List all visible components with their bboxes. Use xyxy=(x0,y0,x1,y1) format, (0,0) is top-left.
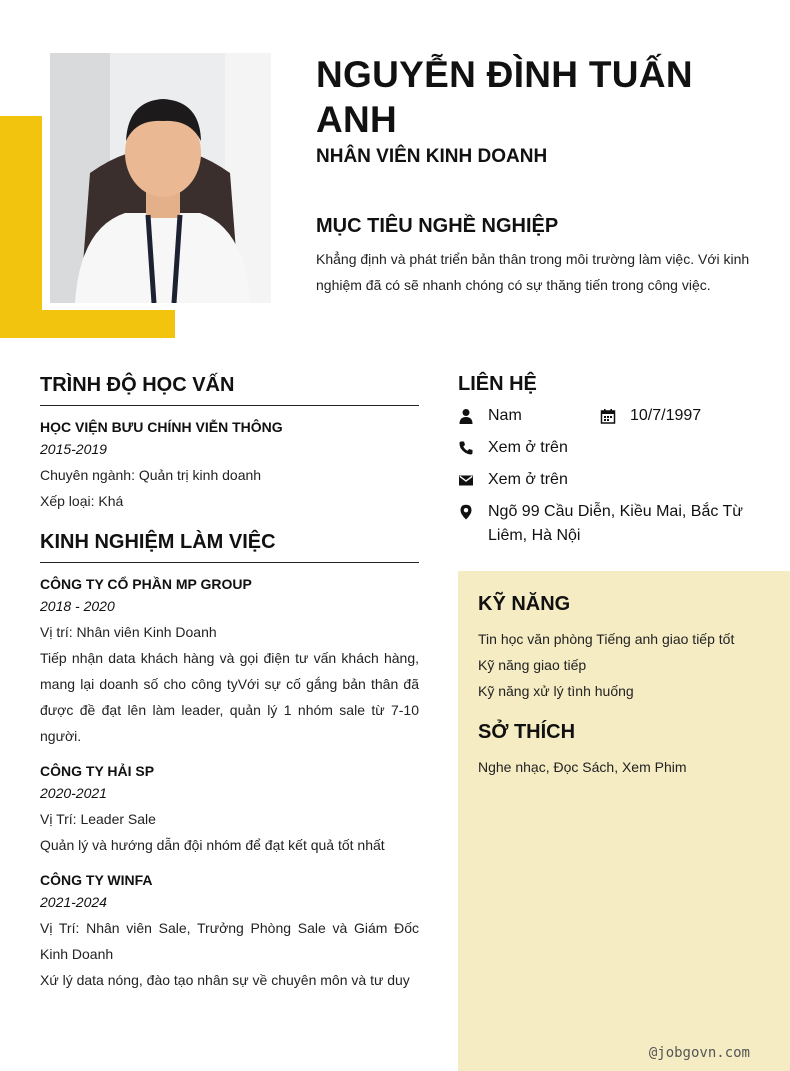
objective-heading: MỤC TIÊU NGHỀ NGHIỆP xyxy=(316,215,559,237)
candidate-name: NGUYỄN ĐÌNH TUẤN ANH xyxy=(316,54,693,140)
hobbies-text: Nghe nhạc, Đọc Sách, Xem Phim xyxy=(478,759,687,775)
contact-address xyxy=(458,500,758,548)
left-column xyxy=(40,374,419,993)
skills-heading: KỸ NĂNG xyxy=(478,593,571,615)
experience-entry xyxy=(40,575,419,749)
education-period: 2015-2019 xyxy=(40,441,107,457)
phone-icon xyxy=(458,440,474,456)
education-grade: Xếp loại: Khá xyxy=(40,493,124,509)
calendar-icon xyxy=(600,408,616,424)
contact-gender xyxy=(458,404,522,428)
skill-item: Tin học văn phòng Tiếng anh giao tiếp tốt xyxy=(478,631,735,647)
skill-item: Kỹ năng giao tiếp xyxy=(478,657,587,673)
company-name: CÔNG TY CỔ PHẦN MP GROUP xyxy=(40,576,252,592)
company-name: CÔNG TY HẢI SP xyxy=(40,763,155,779)
job-description: Quản lý và hướng dẫn đội nhóm để đạt kết quả tốt nhất xyxy=(40,837,385,853)
job-title: NHÂN VIÊN KINH DOANH xyxy=(316,146,548,167)
accent-block-left xyxy=(0,116,42,338)
education-major: Chuyên ngành: Quản trị kinh doanh xyxy=(40,467,262,483)
experience-entry xyxy=(40,871,419,993)
job-period: 2020-2021 xyxy=(40,785,107,801)
gender-value: Nam xyxy=(488,407,522,424)
job-description: Tiếp nhận data khách hàng và gọi điện tư vấn khách hàng, mang lại doanh số cho công tyVới sự cố gắng bản thân đã được đề đạt lên làm leader, quản lý 1 nhóm sale từ 7-10 người. xyxy=(40,650,419,744)
company-name: CÔNG TY WINFA xyxy=(40,872,153,888)
contact-birthday xyxy=(600,404,701,428)
birthday-value: 10/7/1997 xyxy=(630,407,702,424)
job-position: Vị Trí: Nhân viên Sale, Trưởng Phòng Sale và Giám Đốc Kinh Doanh xyxy=(40,920,419,962)
experience-entry xyxy=(40,762,419,858)
job-position: Vị Trí: Leader Sale xyxy=(40,811,156,827)
job-description: Xứ lý data nóng, đào tạo nhân sự về chuyên môn và tư duy xyxy=(40,972,410,988)
location-pin-icon xyxy=(458,504,474,520)
education-heading: TRÌNH ĐỘ HỌC VẤN xyxy=(40,374,419,406)
skill-item: Kỹ năng xử lý tình huống xyxy=(478,683,634,699)
phone-value: Xem ở trên xyxy=(488,439,568,456)
person-icon xyxy=(458,408,474,424)
address-value: Ngõ 99 Cầu Diễn, Kiều Mai, Bắc Từ Liêm, Hà Nội xyxy=(488,503,743,544)
contact-email xyxy=(458,468,568,492)
education-entry xyxy=(40,418,419,514)
email-value: Xem ở trên xyxy=(488,471,568,488)
objective-text: Khẳng định và phát triển bản thân trong môi trường làm việc. Với kinh nghiệm đã có sẽ nhanh chóng có sự thăng tiến trong công việc. xyxy=(316,251,750,293)
job-position: Vị trí: Nhân viên Kinh Doanh xyxy=(40,624,217,640)
profile-photo xyxy=(50,53,271,303)
hobbies-heading: SỞ THÍCH xyxy=(478,721,576,743)
contact-heading: LIÊN HỆ xyxy=(458,373,537,395)
experience-heading: KINH NGHIỆM LÀM VIỆC xyxy=(40,531,419,563)
job-period: 2018 - 2020 xyxy=(40,598,115,614)
skills-panel xyxy=(458,571,790,1071)
school-name: HỌC VIỆN BƯU CHÍNH VIỄN THÔNG xyxy=(40,419,283,435)
contact-phone xyxy=(458,436,568,460)
job-period: 2021-2024 xyxy=(40,894,107,910)
accent-block-bottom xyxy=(0,310,175,338)
mail-icon xyxy=(458,472,474,488)
watermark: @jobgovn.com xyxy=(648,1045,750,1061)
